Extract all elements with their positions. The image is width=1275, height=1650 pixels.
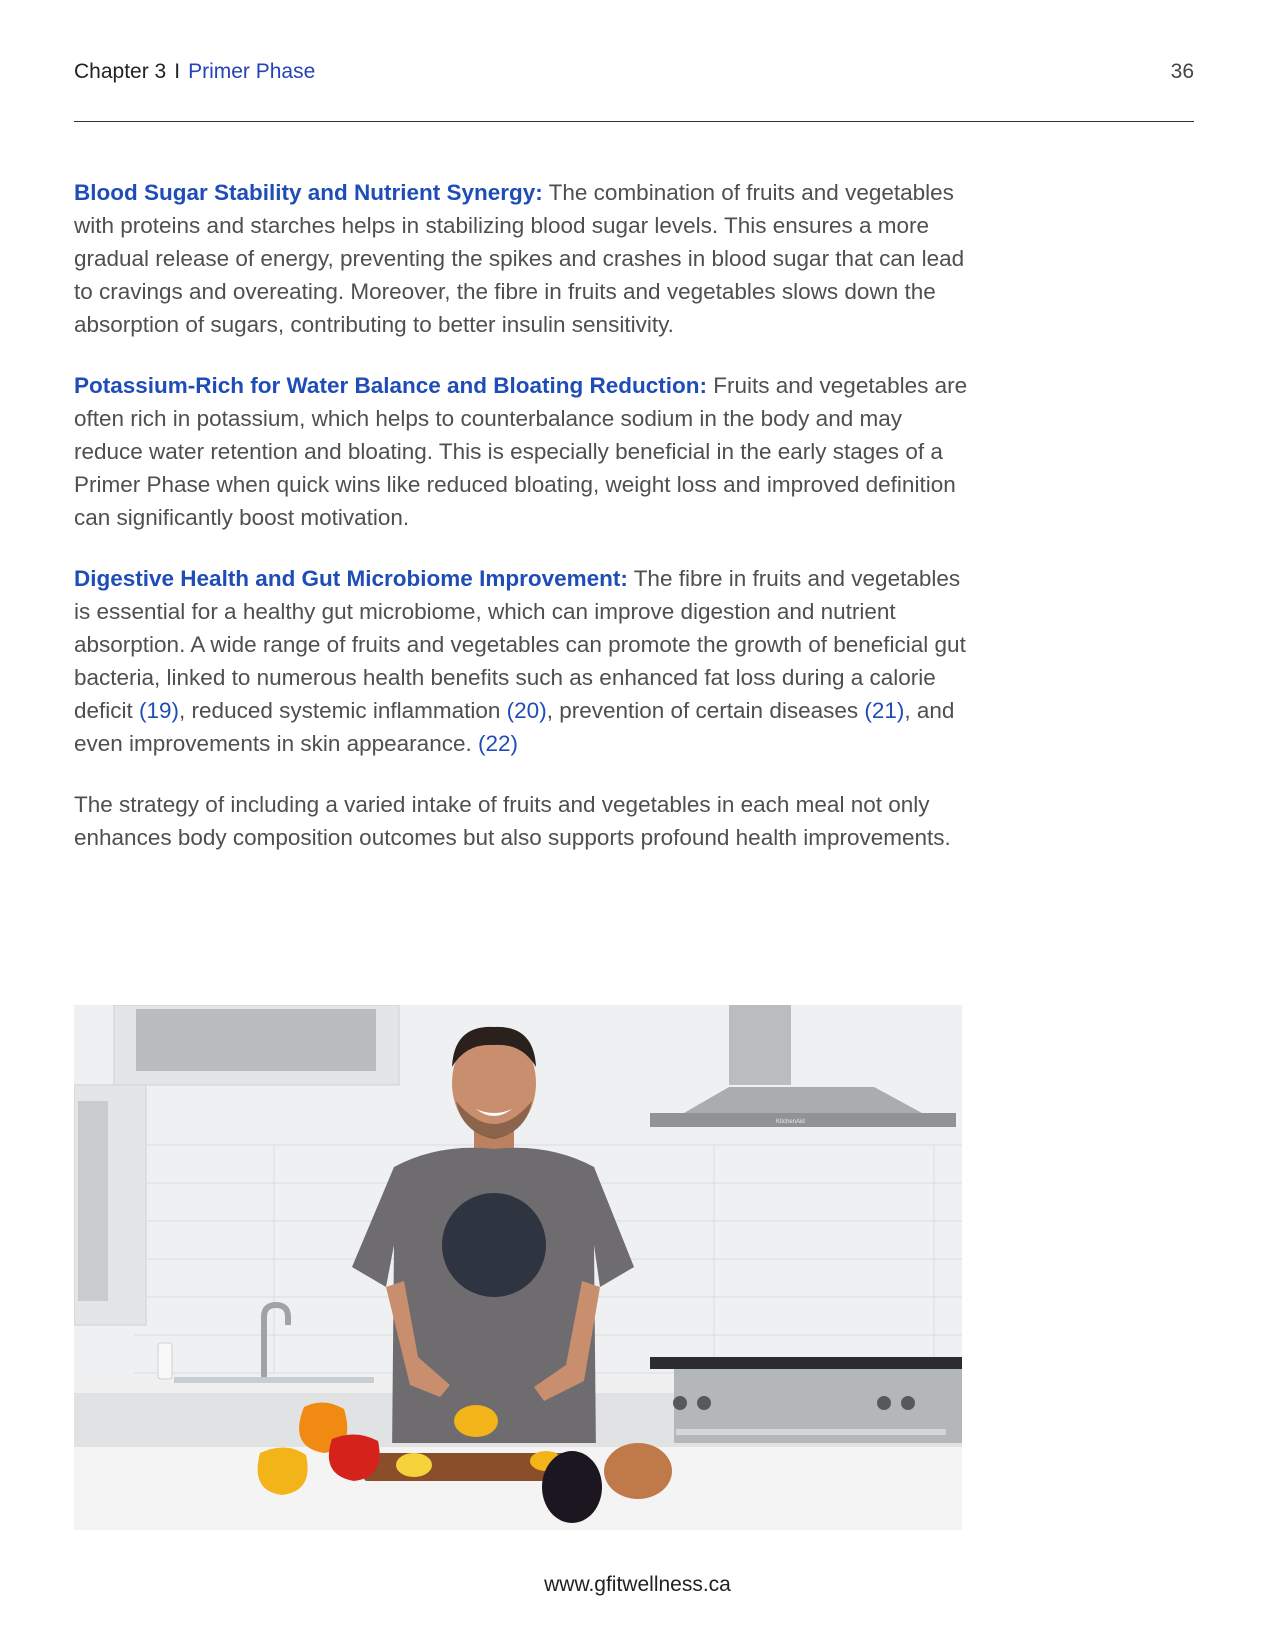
stove-knob <box>877 1396 891 1410</box>
range-hood-chimney <box>729 1005 791 1085</box>
oven-handle <box>676 1429 946 1435</box>
stove-top <box>650 1357 962 1369</box>
paragraph-potassium <box>74 369 974 534</box>
paragraph-text: , and even improvements in skin appearance. <box>74 698 955 756</box>
citation-link-22[interactable]: (22) <box>477 731 518 756</box>
soap-dispenser <box>158 1343 172 1379</box>
paragraph-heading: Blood Sugar Stability and Nutrient Synergy: <box>74 180 543 205</box>
page-number: 36 <box>1170 60 1194 83</box>
upper-cabinet-glass <box>136 1009 376 1071</box>
paragraph-digestive-health <box>74 562 974 760</box>
paragraph-conclusion <box>74 788 974 854</box>
pepper-in-hand <box>454 1405 498 1437</box>
citation-link-21[interactable]: (21) <box>864 698 905 723</box>
paragraph-text: Fruits and vegetables are often rich in potassium, which helps to counterbalance sodium in the body and may reduce water retention and bloating. This is especially beneficial in the early stages of a Primer Phase when quick wins like reduced bloating, weight loss and improved definition can significantly boost motivation. <box>74 373 968 530</box>
page-header <box>74 60 1194 92</box>
hood-brand-label: KitchenAid <box>776 1119 805 1125</box>
header-divider <box>74 121 1194 122</box>
paragraph-text: The combination of fruits and vegetables with proteins and starches helps in stabilizing blood sugar levels. This ensures a more gradual release of energy, preventing the spikes and crashes in blood sugar that can lead to cravings and overeating. Moreover, the fibre in fruits and vegetables slows down the absorption of sugars, contributing to better insulin sensitivity. <box>74 180 965 337</box>
body-content <box>74 176 974 882</box>
paragraph-heading: Potassium-Rich for Water Balance and Bloating Reduction: <box>74 373 707 398</box>
shirt-graphic <box>442 1193 546 1297</box>
sink <box>174 1377 374 1383</box>
citation-link-19[interactable]: (19) <box>139 698 180 723</box>
kitchen-illustration <box>74 1005 962 1530</box>
paragraph-text: , prevention of certain diseases <box>546 698 865 723</box>
island-edge <box>74 1443 962 1447</box>
side-cabinet-glass <box>78 1101 108 1301</box>
paragraph-heading: Digestive Health and Gut Microbiome Improvement: <box>74 566 628 591</box>
paragraph-text: The fibre in fruits and vegetables is essential for a healthy gut microbiome, which can improve digestion and nutrient absorption. A wide range of fruits and vegetables can promote the growth of beneficial gut bacteria, linked to numerous health benefits such as enhanced fat loss during a calorie deficit <box>74 566 966 723</box>
stove-knob <box>901 1396 915 1410</box>
stove-knob <box>673 1396 687 1410</box>
chapter-number: Chapter 3 <box>74 60 167 83</box>
sweet-potato <box>604 1443 672 1499</box>
paragraph-text: , reduced systemic inflammation <box>179 698 507 723</box>
chapter-section-title: Primer Phase <box>188 60 316 83</box>
chapter-label <box>74 60 315 84</box>
kitchen-photo <box>74 1005 962 1530</box>
eggplant <box>542 1451 602 1523</box>
citation-link-20[interactable]: (20) <box>506 698 547 723</box>
paragraph-text: The strategy of including a varied intake of fruits and vegetables in each meal not only enhances body composition outcomes but also supports profound health improvements. <box>74 792 951 850</box>
paragraph-blood-sugar <box>74 176 974 341</box>
footer-website[interactable]: www.gfitwellness.ca <box>544 1573 731 1596</box>
lemon <box>396 1453 432 1477</box>
stove-knob <box>697 1396 711 1410</box>
chapter-separator: I <box>174 60 181 83</box>
